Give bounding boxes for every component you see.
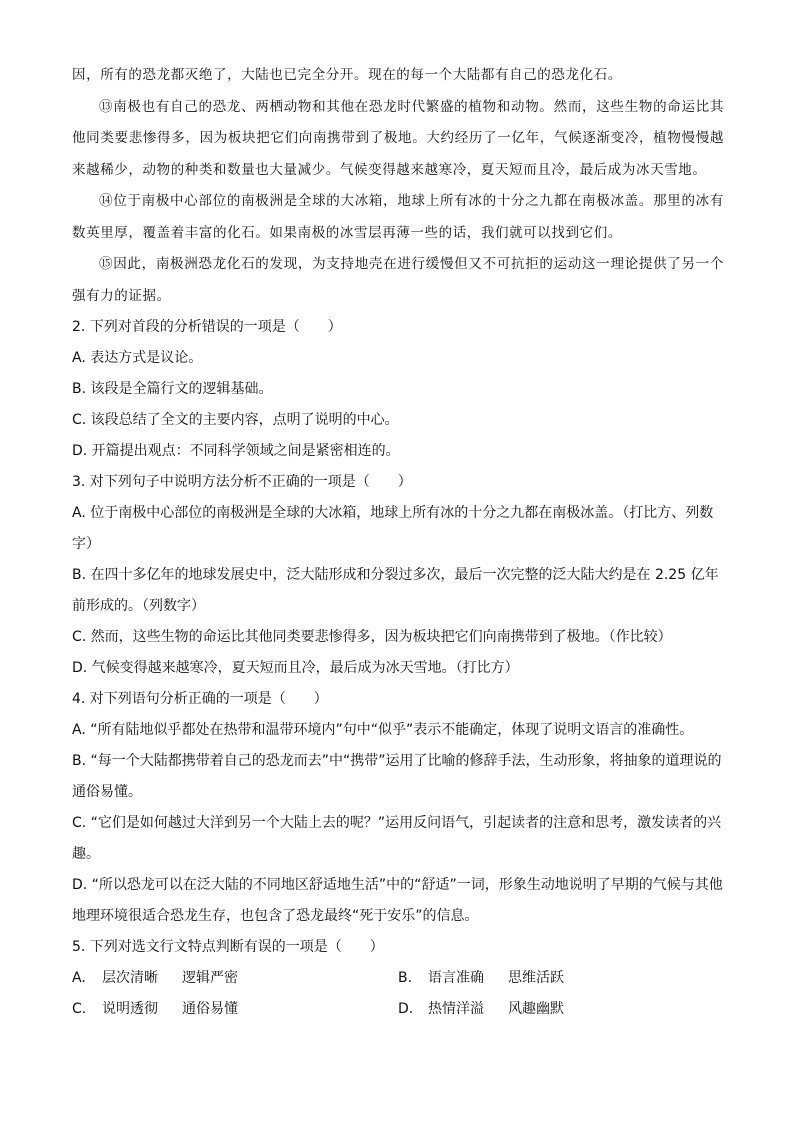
option-b: B. 在四十多亿年的地球发展史中，泛大陆形成和分裂过多次，最后一次完整的泛大陆大约是在 2.25 亿年前形成的。（列数字） [72,567,719,614]
option-b [398,963,724,994]
option-b: B. “每一个大陆都携带着自己的恐龙而去”中“携带”运用了比喻的修辞手法，生动形象，将抽象的道理说的通俗易懂。 [72,753,722,800]
paragraph-0: 因，所有的恐龙都灭绝了，大陆也已完全分开。现在的每一个大陆都有自己的恐龙化石。 [72,67,622,83]
option-a: A. 表达方式是议论。 [72,350,203,366]
passage [72,60,724,312]
option-letter: D. [398,1001,414,1017]
option-letter: C. [72,1001,87,1017]
paragraph-15: ⑮因此，南极洲恐龙化石的发现，为支持地壳在进行缓慢但又不可抗拒的运动这一理论提供了另一个强有力的证据。 [72,256,724,304]
option-text-1: 热情洋溢 [428,1001,484,1017]
question-stem: 2. 下列对首段的分析错误的一项是（ ） [72,319,342,335]
question-stem: 5. 下列对选文行文特点判断有误的一项是（ ） [72,939,384,955]
option-text-1: 语言准确 [428,970,484,986]
option-a: A. 位于南极中心部位的南极洲是全球的大冰箱，地球上所有冰的十分之九都在南极冰盖。（打比方、列数字） [72,505,714,552]
option-d: D. 开篇提出观点：不同科学领域之间是紧密相连的。 [72,443,400,459]
option-text-1: 说明透彻 [102,1001,158,1017]
option-c: C. “它们是如何越过大洋到另一个大陆上去的呢？”运用反问语气，引起读者的注意和思考，激发读者的兴趣。 [72,815,722,862]
option-d: D. “所以恐龙可以在泛大陆的不同地区舒适地生活”中的“舒适”一词，形象生动地说明了早期的气候与其他地理环境很适合恐龙生存，也包含了恐龙最终“死于安乐”的信息。 [72,877,723,924]
question-4 [72,684,724,932]
option-text-2: 逻辑严密 [182,970,238,986]
option-d [398,994,724,1025]
option-b: B. 该段是全篇行文的逻辑基础。 [72,381,273,397]
option-text-2: 通俗易懂 [182,1001,238,1017]
option-row-2 [72,994,724,1025]
option-a [72,963,398,994]
document-page [72,60,724,1025]
option-d: D. 气候变得越来越寒冷，夏天短而且冷，最后成为冰天雪地。（打比方） [72,660,519,676]
question-stem: 3. 对下列句子中说明方法分析不正确的一项是（ ） [72,474,412,490]
question-5 [72,932,724,1025]
option-text-2: 思维活跃 [508,970,564,986]
question-2 [72,312,724,467]
option-letter: B. [398,970,413,986]
option-c: C. 该段总结了全文的主要内容，点明了说明的中心。 [72,412,399,428]
option-letter: A. [72,970,86,986]
paragraph-13: ⑬南极也有自己的恐龙、两栖动物和其他在恐龙时代繁盛的植物和动物。然而，这些生物的命运比其他同类要悲惨得多，因为板块把它们向南携带到了极地。大约经历了一亿年，气候逐渐变冷，植物慢慢越来越稀少，动物的种类和数量也大量减少。气候变得越来越寒冷，夏天短而且冷，最后成为冰天雪地。 [72,98,724,178]
paragraph-14: ⑭位于南极中心部位的南极洲是全球的大冰箱，地球上所有冰的十分之九都在南极冰盖。那里的冰有数英里厚，覆盖着丰富的化石。如果南极的冰雪层再薄一些的话，我们就可以找到它们。 [72,193,724,241]
option-c [72,994,398,1025]
option-row-1 [72,963,724,994]
option-text-2: 风趣幽默 [508,1001,564,1017]
question-stem: 4. 对下列语句分析正确的一项是（ ） [72,691,328,707]
option-a: A. “所有陆地似乎都处在热带和温带环境内”句中“似乎”表示不能确定，体现了说明文语言的准确性。 [72,722,694,738]
option-c: C. 然而，这些生物的命运比其他同类要悲惨得多，因为板块把它们向南携带到了极地。（作比较） [72,629,672,645]
question-3 [72,467,724,684]
option-text-1: 层次清晰 [102,970,158,986]
